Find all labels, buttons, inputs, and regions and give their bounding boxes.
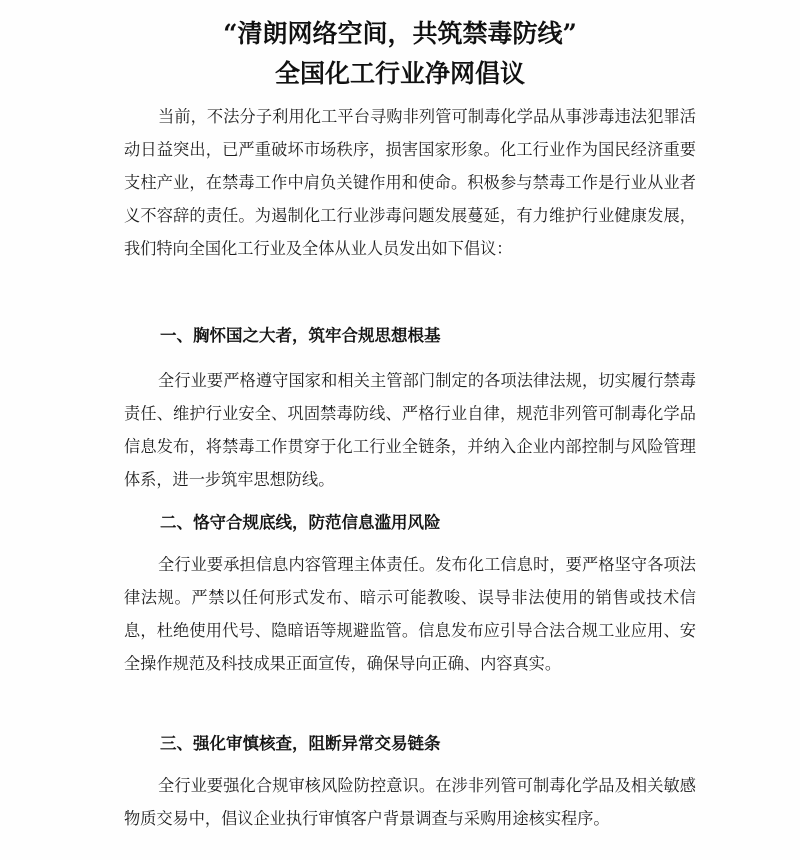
section-body-1: 全行业要严格遵守国家和相关主管部门制定的各项法律法规，切实履行禁毒责任、维护行业安全、巩固禁毒防线、严格行业自律，规范非列管可制毒化学品信息发布，将禁毒工作贯穿于化工行业全链条，并纳入企业内部控制与风险管理体系，进一步筑牢思想防线。: [124, 371, 696, 489]
section-heading-3: 三、强化审慎核查，阻断异常交易链条: [160, 734, 441, 753]
section-heading-2: 二、恪守合规底线，防范信息滥用风险: [160, 513, 441, 532]
section-body-2: 全行业要承担信息内容管理主体责任。发布化工信息时，要严格坚守各项法律法规。严禁以任何形式发布、暗示可能教唆、误导非法使用的销售或技术信息，杜绝使用代号、隐暗语等规避监管。信息发布应引导合法合规工业应用、安全操作规范及科技成果正面宣传，确保导向正确、内容真实。: [124, 555, 696, 673]
section-heading-1: 一、胸怀国之大者，筑牢合规思想根基: [160, 326, 441, 345]
intro-paragraph: 当前，不法分子利用化工平台寻购非列管可制毒化学品从事涉毒违法犯罪活动日益突出，已严重破坏市场秩序，损害国家形象。化工行业作为国民经济重要支柱产业，在禁毒工作中肩负关键作用和使命。积极参与禁毒工作是行业从业者义不容辞的责任。为遏制化工行业涉毒问题发展蔓延，有力维护行业健康发展，我们特向全国化工行业及全体从业人员发出如下倡议：: [124, 107, 696, 258]
section-body-3: 全行业要强化合规审核风险防控意识。在涉非列管可制毒化学品及相关敏感物质交易中，倡议企业执行审慎客户背景调查与采购用途核实程序。: [124, 776, 696, 828]
document-title-line-1: “清朗网络空间，共筑禁毒防线”: [223, 19, 577, 48]
document-title-line-2: 全国化工行业净网倡议: [274, 59, 525, 88]
